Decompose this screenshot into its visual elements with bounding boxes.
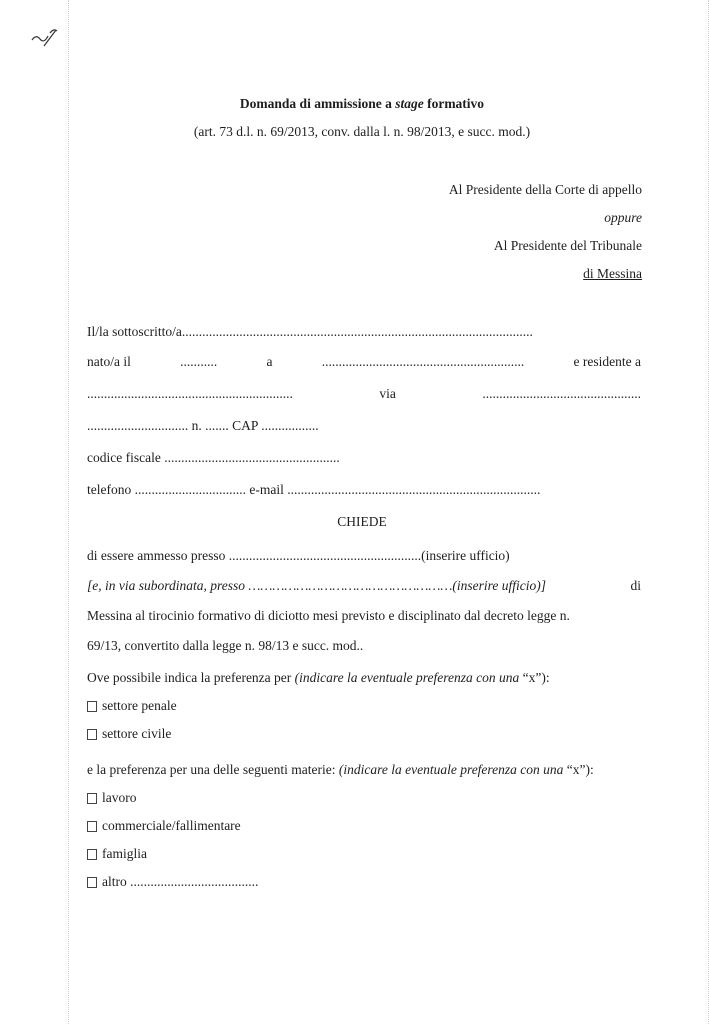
birth-place-label: a	[266, 354, 273, 369]
number-field[interactable]: .......	[205, 418, 229, 433]
email-field[interactable]: ...........................................................................	[287, 482, 541, 497]
via-label: via	[379, 386, 396, 401]
birth-place-field[interactable]: ............................................................	[321, 354, 525, 369]
city-street-row	[87, 386, 641, 402]
street-field[interactable]: ..............................	[87, 418, 189, 433]
request-text-line-4: 69/13, convertito dalla legge n. 98/13 e succ. mod..	[87, 638, 364, 653]
addressee-line-2: oppure	[604, 210, 642, 225]
option-settore-civile[interactable]: settore civile	[87, 726, 171, 742]
checkbox-icon[interactable]	[87, 729, 97, 740]
number-cap-row	[87, 418, 319, 434]
option-commerciale-fallimentare[interactable]: commerciale/fallimentare	[87, 818, 241, 834]
addressee-line-4: di Messina	[583, 266, 642, 281]
handwritten-mark-icon	[30, 24, 60, 54]
option-settore-penale[interactable]: settore penale	[87, 698, 177, 714]
addressee-line-1: Al Presidente della Corte di appello	[448, 182, 642, 197]
addressee-line-3: Al Presidente del Tribunale	[493, 238, 642, 253]
option-altro[interactable]: altro ......................................	[87, 874, 258, 890]
form-title: Domanda di ammissione a stage formativo	[239, 96, 485, 111]
sector-preference-intro: Ove possibile indica la preferenza per (indicare la eventuale preferenza con una “x”):	[87, 670, 550, 685]
scan-edge-left	[68, 0, 69, 1024]
tax-code-field[interactable]: codice fiscale ....................................................	[87, 450, 340, 465]
contact-row	[87, 482, 540, 498]
request-heading: CHIEDE	[337, 514, 387, 529]
phone-field[interactable]: .................................	[134, 482, 246, 497]
checkbox-icon[interactable]	[87, 877, 97, 888]
scan-edge-right	[708, 0, 709, 1024]
phone-label: telefono	[87, 482, 132, 497]
cap-field[interactable]: .................	[261, 418, 319, 433]
subject-preference-intro: e la preferenza per una delle seguenti materie: (indicare la eventuale preferenza con una “x”):	[87, 762, 594, 777]
residence-label: e residente a	[573, 354, 641, 369]
via-field[interactable]: ...............................................	[482, 386, 641, 401]
checkbox-icon[interactable]	[87, 849, 97, 860]
number-label: n.	[191, 418, 202, 433]
applicant-name-line[interactable]: Il/la sottoscritto/a........................................................................................................	[87, 324, 533, 339]
subordinate-office-field: [e, in via subordinata, presso ……………………………………………(inserire ufficio)]	[87, 578, 547, 593]
option-lavoro[interactable]: lavoro	[87, 790, 137, 806]
birth-residence-row	[87, 354, 641, 370]
birth-label: nato/a il	[87, 354, 131, 369]
cap-label: CAP	[232, 418, 258, 433]
office-line[interactable]: di essere ammesso presso .........................................................(inserire ufficio)	[87, 548, 510, 563]
birth-date-field[interactable]: ...........	[180, 354, 218, 369]
option-famiglia[interactable]: famiglia	[87, 846, 147, 862]
email-label: e-mail	[249, 482, 284, 497]
request-text-line-3: Messina al tirocinio formativo di diciotto mesi previsto e disciplinato dal decreto legge n.	[87, 608, 570, 623]
subordinate-office-line[interactable]: [e, in via subordinata, presso ……………………………………………(inserire ufficio)] di	[87, 578, 641, 593]
city-field[interactable]: .............................................................	[87, 386, 293, 401]
checkbox-icon[interactable]	[87, 701, 97, 712]
form-subtitle: (art. 73 d.l. n. 69/2013, conv. dalla l. n. 98/2013, e succ. mod.)	[193, 124, 531, 139]
checkbox-icon[interactable]	[87, 821, 97, 832]
checkbox-icon[interactable]	[87, 793, 97, 804]
